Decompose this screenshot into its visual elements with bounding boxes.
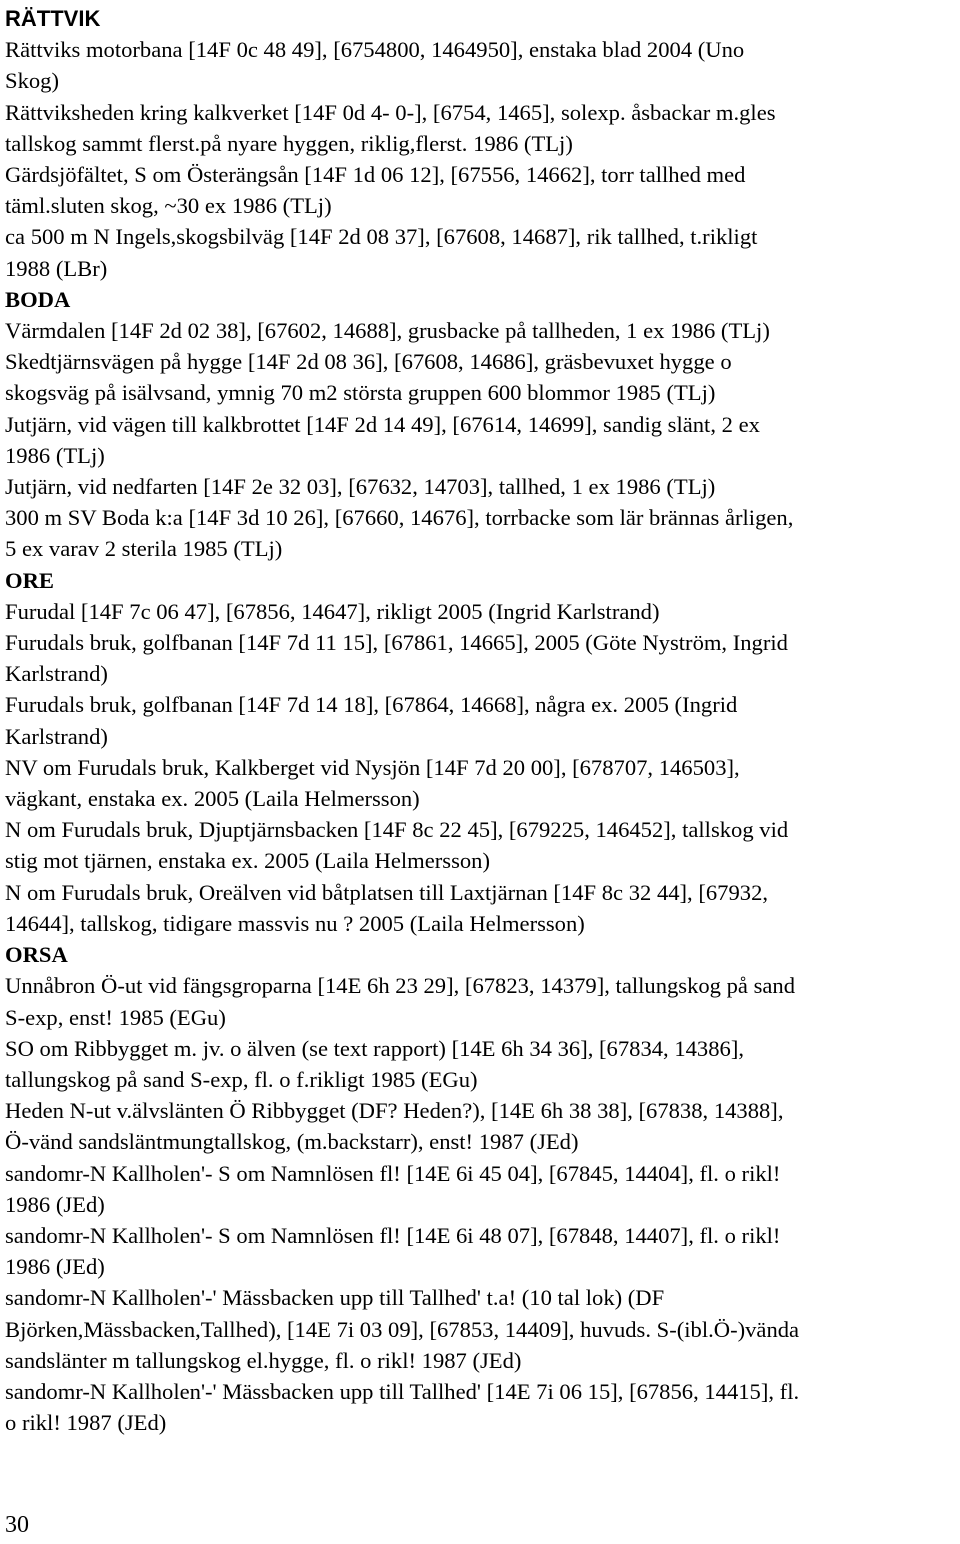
text-line: Gärdsjöfältet, S om Österängsån [14F 1d 06 12], [67556, 14662], torr tallhed med: [5, 162, 746, 188]
text-line: Furudals bruk, golfbanan [14F 7d 14 18], [67864, 14668], några ex. 2005 (Ingrid: [5, 692, 738, 718]
text-line: Skog): [5, 68, 59, 94]
text-line: tallskog sammt flerst.på nyare hyggen, riklig,flerst. 1986 (TLj): [5, 130, 573, 156]
text-line: sandomr-N Kallholen'- S om Namnlösen fl! [14E 6i 45 04], [67845, 14404], fl. o rikl!: [5, 1160, 781, 1186]
text-line: Furudal [14F 7c 06 47], [67856, 14647], rikligt 2005 (Ingrid Karlstrand): [5, 598, 660, 624]
text-line: 14644], tallskog, tidigare massvis nu ? 2005 (Laila Helmersson): [5, 910, 585, 936]
text-line: 300 m SV Boda k:a [14F 3d 10 26], [67660, 14676], torrbacke som lär brännas årligen,: [5, 505, 794, 531]
text-line: Furudals bruk, golfbanan [14F 7d 11 15], [67861, 14665], 2005 (Göte Nyström, Ingrid: [5, 630, 788, 656]
text-line: Jutjärn, vid nedfarten [14F 2e 32 03], [67632, 14703], tallhed, 1 ex 1986 (TLj): [5, 474, 716, 500]
text-line: ca 500 m N Ingels,skogsbilväg [14F 2d 08 37], [67608, 14687], rik tallhed, t.rikligt: [5, 224, 758, 250]
text-line: Ö-vänd sandsläntmungtallskog, (m.backstarr), enst! 1987 (JEd): [5, 1129, 579, 1155]
text-line: tallungskog på sand S-exp, fl. o f.rikligt 1985 (EGu): [5, 1066, 478, 1092]
text-line: sandslänter m tallungskog el.hygge, fl. o rikl! 1987 (JEd): [5, 1347, 522, 1373]
text-line: 1988 (LBr): [5, 255, 108, 281]
text-line: Heden N-ut v.älvslänten Ö Ribbygget (DF? Heden?), [14E 6h 38 38], [67838, 14388],: [5, 1098, 784, 1124]
text-line: 1986 (JEd): [5, 1191, 105, 1217]
text-line: S-exp, enst! 1985 (EGu): [5, 1004, 226, 1030]
document-body: [5, 3, 955, 1438]
text-line: vägkant, enstaka ex. 2005 (Laila Helmersson): [5, 786, 420, 812]
page-number: 30: [5, 1512, 29, 1538]
text-line: Jutjärn, vid vägen till kalkbrottet [14F 2d 14 49], [67614, 14699], sandig slänt, 2 ex: [5, 411, 760, 437]
text-line: 1986 (TLj): [5, 442, 105, 468]
text-line: sandomr-N Kallholen'-' Mässbacken upp till Tallhed' [14E 7i 06 15], [67856, 14415], fl.: [5, 1378, 800, 1404]
section-heading: BODA: [5, 286, 71, 312]
text-line: Björken,Mässbacken,Tallhed), [14E 7i 03 09], [67853, 14409], huvuds. S-(ibl.Ö-)vända: [5, 1316, 800, 1342]
text-line: Rättviks motorbana [14F 0c 48 49], [6754800, 1464950], enstaka blad 2004 (Uno: [5, 37, 745, 63]
section-heading: ORE: [5, 567, 54, 593]
text-line: Rättviksheden kring kalkverket [14F 0d 4- 0-], [6754, 1465], solexp. åsbackar m.gles: [5, 99, 776, 125]
text-line: täml.sluten skog, ~30 ex 1986 (TLj): [5, 193, 332, 219]
text-line: NV om Furudals bruk, Kalkberget vid Nysjön [14F 7d 20 00], [678707, 146503],: [5, 754, 740, 780]
text-line: Karlstrand): [5, 723, 108, 749]
text-line: 5 ex varav 2 sterila 1985 (TLj): [5, 536, 283, 562]
text-line: stig mot tjärnen, enstaka ex. 2005 (Laila Helmersson): [5, 848, 491, 874]
text-line: o rikl! 1987 (JEd): [5, 1410, 167, 1436]
text-line: sandomr-N Kallholen'- S om Namnlösen fl! [14E 6i 48 07], [67848, 14407], fl. o rikl!: [5, 1222, 781, 1248]
section-heading: RÄTTVIK: [5, 6, 101, 31]
text-line: Unnåbron Ö-ut vid fängsgroparna [14E 6h 23 29], [67823, 14379], tallungskog på sand: [5, 973, 796, 999]
text-line: N om Furudals bruk, Oreälven vid båtplatsen till Laxtjärnan [14F 8c 32 44], [67932,: [5, 879, 769, 905]
text-line: N om Furudals bruk, Djuptjärnsbacken [14F 8c 22 45], [679225, 146452], tallskog vid: [5, 817, 789, 843]
text-line: Värmdalen [14F 2d 02 38], [67602, 14688], grusbacke på tallheden, 1 ex 1986 (TLj): [5, 318, 770, 344]
text-line: 1986 (JEd): [5, 1254, 105, 1280]
text-line: SO om Ribbygget m. jv. o älven (se text rapport) [14E 6h 34 36], [67834, 14386],: [5, 1035, 744, 1061]
text-line: Karlstrand): [5, 661, 108, 687]
text-line: sandomr-N Kallholen'-' Mässbacken upp till Tallhed' t.a! (10 tal lok) (DF: [5, 1285, 665, 1311]
text-line: skogsväg på isälvsand, ymnig 70 m2 största gruppen 600 blommor 1985 (TLj): [5, 380, 716, 406]
text-line: Skedtjärnsvägen på hygge [14F 2d 08 36], [67608, 14686], gräsbevuxet hygge o: [5, 349, 732, 375]
section-heading: ORSA: [5, 942, 68, 968]
